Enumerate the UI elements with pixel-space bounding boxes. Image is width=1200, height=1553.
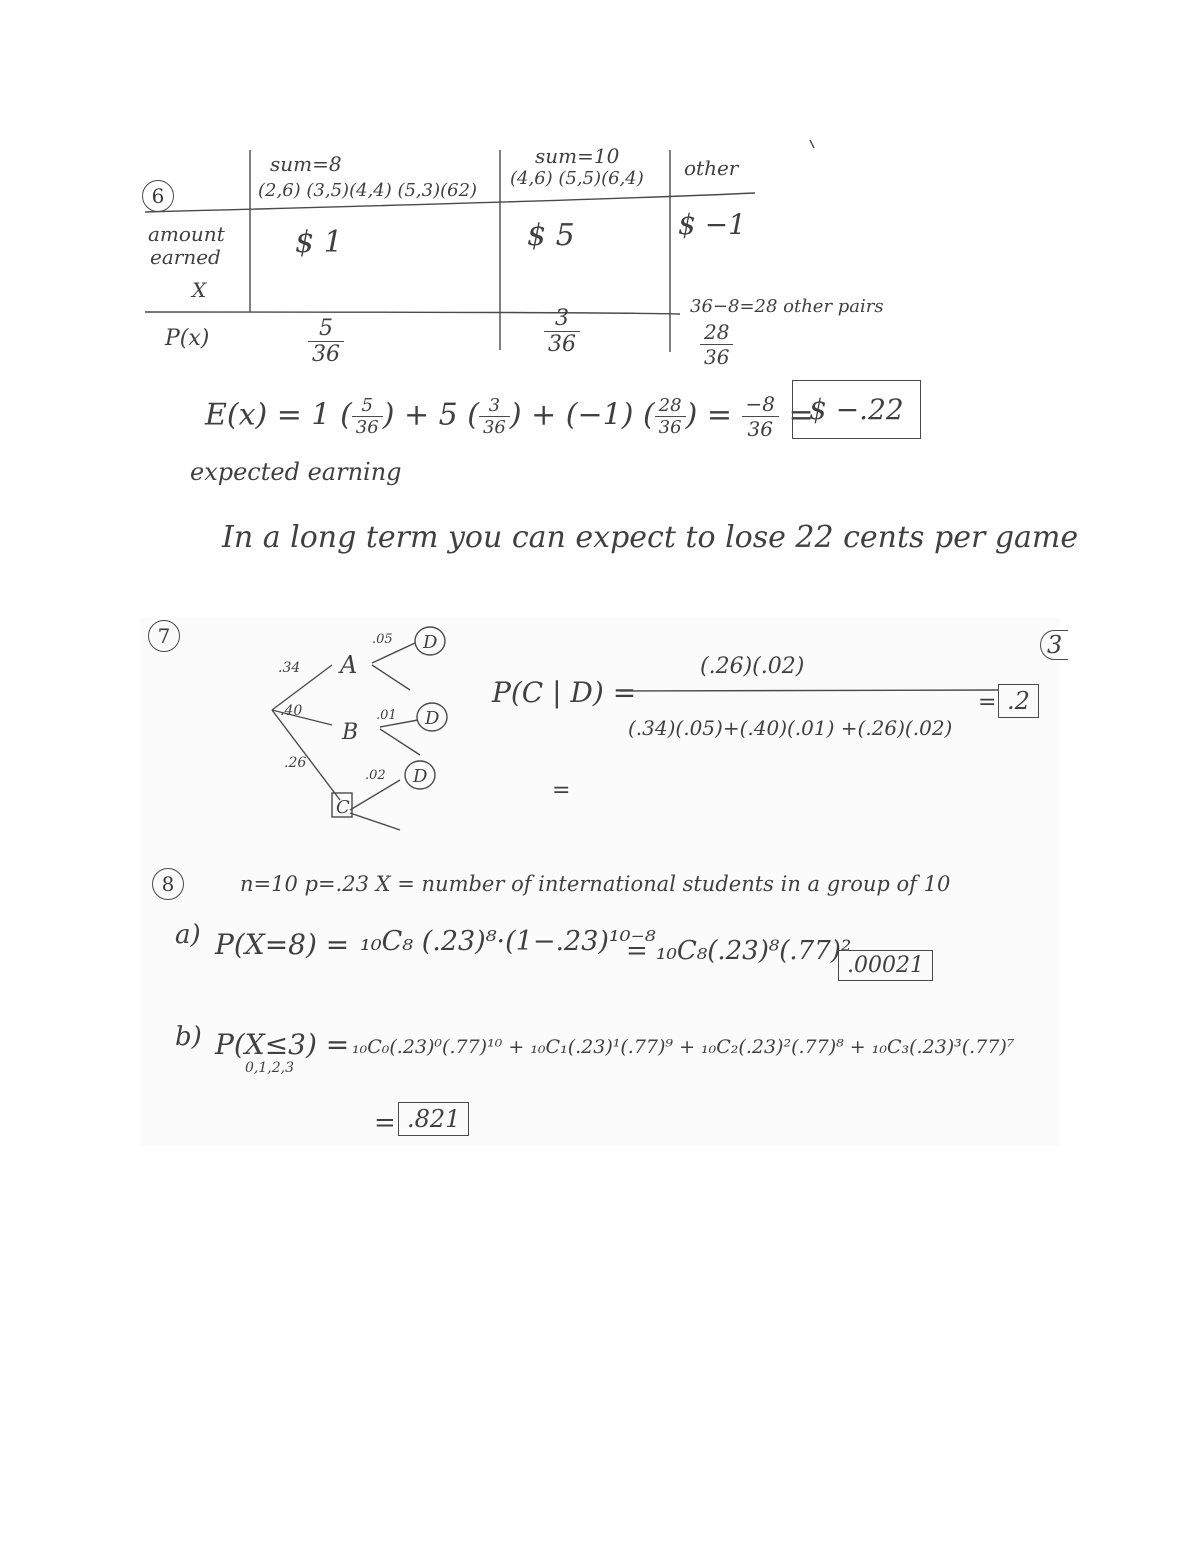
equals-below: = [552,778,571,803]
part-b-sub: 0,1,2,3 [245,1060,294,1076]
sum10-header: sum=10 [535,144,620,168]
p-sum8 [308,316,344,367]
tree-pd-c: .02 [365,768,386,783]
tree-p-c: .26 [284,755,307,771]
expected-value-result: $ −.22 [792,380,921,439]
part-b-expr: ₁₀C₀(.23)⁰(.77)¹⁰ + ₁₀C₁(.23)¹(.77)⁹ + ₁₀C₂(.23)²(.77)⁸ + ₁₀C₃(.23)³(.77)⁷ [352,1036,1015,1058]
sum10-pairs: (4,6) (5,5)(6,4) [510,168,644,189]
tree-pd-b: .01 [376,708,397,723]
ex-lhs: E(x) = 1 [205,397,331,433]
margin-mark: 3 [1040,630,1068,660]
bayes-fraction-bar [618,686,1018,696]
p-sum10-den: 36 [548,332,576,357]
conclusion-text: In a long term you can expect to lose 22 cents per game [222,520,1079,555]
tree-p-a: .34 [278,660,301,676]
bayes-denominator: (.34)(.05)+(.40)(.01) +(.26)(.02) [628,716,953,740]
ex-eq-den: 36 [747,417,773,441]
part-a-result: .00021 [838,950,933,981]
bayes-result: .2 [998,684,1039,718]
p-sum10-num: 3 [544,306,580,332]
bayes-equals: = [978,690,997,715]
expected-earning-caption: expected earning [190,458,402,486]
tree-node-c: C [336,797,350,818]
p-other-den: 36 [704,345,730,369]
amount-row-label-3: X [192,278,207,302]
problem-8-given: n=10 p=.23 X = number of international students in a group of 10 [240,872,951,896]
ex-frac-1-num: 5 [352,395,383,417]
other-pairs-note: 36−8=28 other pairs [690,296,884,317]
ex-eq-num: −8 [742,392,779,417]
p-sum10 [544,306,580,357]
part-a-label: a) [175,920,201,950]
bayes-numerator: (.26)(.02) [700,654,805,679]
bayes-lhs: P(C | D) = [492,676,637,709]
tree-node-b: B [342,720,359,745]
problem-6-number: 6 [142,180,174,212]
ex-frac-3-den: 36 [658,417,682,438]
part-a-expr2: = ₁₀C₈(.23)⁸(.77)² [626,936,852,966]
ex-frac-2-den: 36 [482,417,506,438]
ex-frac-2-num: 3 [479,395,510,417]
part-a-lhs: P(X=8) = [215,928,350,961]
p-sum8-num: 5 [308,316,344,342]
amount-sum8: $ 1 [295,225,343,260]
problem-8-number: 8 [152,868,184,900]
p-other-num: 28 [700,320,733,345]
ex-frac-result [742,392,779,441]
ex-frac-3 [655,395,686,438]
other-header: other [684,156,739,180]
p-sum8-den: 36 [312,342,340,367]
problem-7-number: 7 [148,620,180,652]
ex-frac-3-num: 28 [655,395,686,417]
px-row-label: P(x) [165,326,210,351]
amount-sum10: $ 5 [527,218,575,253]
tree-node-d-a: D [423,632,438,653]
part-b-lhs: P(X≤3) = [215,1028,350,1061]
expected-value-equation: E(x) = 1 ( $\frac{5}{36}$ ) + 5 ( $\frac{3}{36}$ ) + (−1) ( $\frac{28}{36}$ ) = $\frac{-8}{36}$ = [205,392,814,441]
amount-row-label-2: earned [150,245,221,269]
ex-term3: + (−1) [531,397,634,433]
amount-row-label-1: amount [148,222,225,246]
tree-p-b: .40 [280,703,303,719]
ex-frac-2 [479,395,510,438]
ex-frac-1 [352,395,383,438]
amount-other: $ −1 [678,208,746,241]
part-b-equals: = [374,1108,396,1138]
tree-pd-a: .05 [372,632,393,647]
part-a-expr1: ₁₀C₈ (.23)⁸·(1−.23)¹⁰⁻⁸ [360,926,656,957]
sum8-pairs: (2,6) (3,5)(4,4) (5,3)(62) [258,180,478,201]
ex-term2: + 5 [403,397,458,433]
p-other [700,320,733,369]
sum8-header: sum=8 [270,152,342,176]
part-b-result: .821 [398,1102,469,1136]
part-b-label: b) [175,1022,202,1052]
tree-node-d-c: D [413,766,428,787]
tree-node-a: A [340,651,358,679]
ex-frac-1-den: 36 [355,417,379,438]
tree-node-d-b: D [425,708,440,729]
